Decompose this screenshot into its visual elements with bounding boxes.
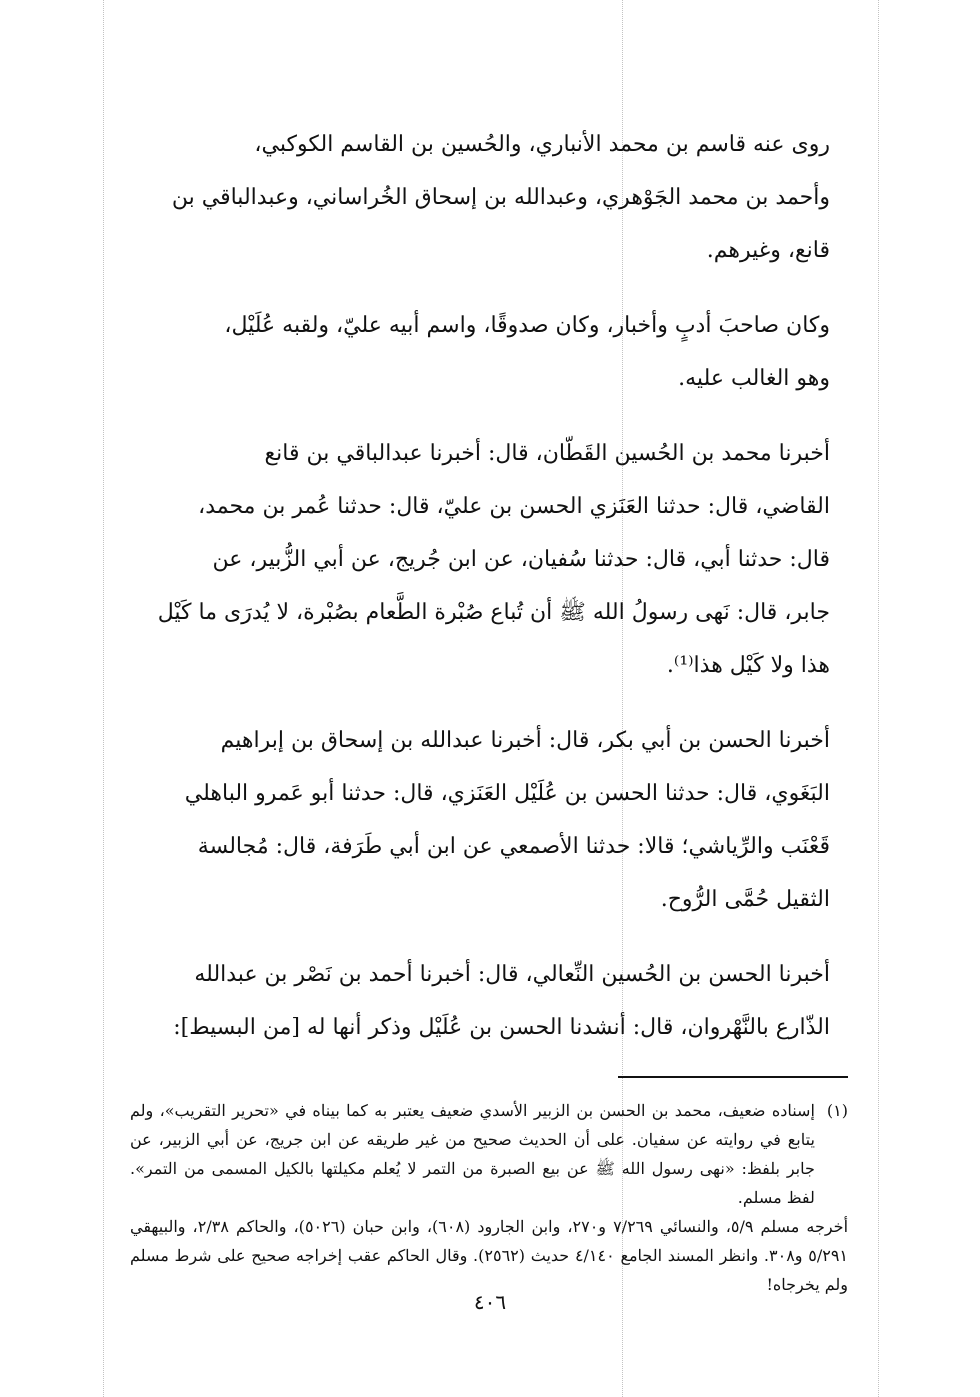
text-line: قانع، وغيرهم. bbox=[706, 238, 830, 263]
text-line: القاضي، قال: حدثنا العَنَزي الحسن بن عليّ، قال: حدثنا عُمر بن محمد، bbox=[198, 494, 830, 519]
text-line: جابر، قال: نَهى رسولُ الله ﷺ أن تُباع صُبْرة الطَّعام بصُبْرة، لا يُدرَى ما كَيْل bbox=[157, 600, 830, 625]
footnote bbox=[130, 1096, 848, 1299]
text-line: الثقيل حُمَّى الرُّوح. bbox=[660, 887, 830, 912]
scan-artifact-line bbox=[878, 0, 879, 1397]
text-line: البَغَوي، قال: حدثنا الحسن بن عُلَيْل العَنَزي، قال: حدثنا أبو عَمرو الباهلي bbox=[184, 781, 830, 806]
paragraph-4 bbox=[130, 714, 848, 926]
footnote-sources: أخرجه مسلم ٥/٩، والنسائي ٧/٢٦٩ و٢٧٠، وابن الجارود (٦٠٨)، وابن حبان (٥٠٢٦)، والحاكم ٢/٣٨، والبيهقي ٥/٢٩١ و٣٠٨. وانظر المسند الجامع ٤/١٤٠ حديث (٢٥٦٢). وقال الحاكم عقب إخراجه صحيح على شرط مسلم ولم يخرجاه! bbox=[130, 1217, 849, 1294]
text-line: قَعْنَب والرِّياشي؛ قالا: حدثنا الأصمعي عن ابن أبي طَرَفة، قال: مُجالسة bbox=[197, 834, 830, 859]
footnote-text: إسناده ضعيف، محمد بن الحسن بن الزبير الأسدي ضعيف يعتبر به كما بيناه في «تحرير التقريب»، ولم يتابع في روايته عن سفيان. على أن الحديث صحيح من غير طريقه عن ابن جريج، عن أبي الزبير، عن جابر بلفظ: «نهى رسول الله ﷺ عن بيع الصبرة من التمر لا يُعلم مكيلتها بالكيل المسمى من التمر». لفظ مسلم. bbox=[130, 1101, 815, 1207]
paragraph-5 bbox=[130, 948, 848, 1054]
paragraph-1 bbox=[130, 118, 848, 277]
text-line: أخبرنا محمد بن الحُسين القَطّان، قال: أخبرنا عبدالباقي بن قانع bbox=[264, 441, 830, 466]
page-number: ٤٠٦ bbox=[473, 1290, 507, 1314]
text-line: روى عنه قاسم بن محمد الأنباري، والحُسين بن القاسم الكوكبي، bbox=[254, 132, 830, 157]
text-line: أخبرنا الحسن بن الحُسين النِّعالي، قال: أخبرنا أحمد بن نَصْر بن عبدالله bbox=[194, 962, 830, 987]
footnote-divider bbox=[618, 1076, 848, 1078]
text-line: الذّارع بالنَّهْروان، قال: أنشدنا الحسن بن عُلَيْل وذكر أنها له [من البسيط]: bbox=[173, 1015, 830, 1040]
paragraph-3 bbox=[130, 427, 848, 692]
paragraph-2 bbox=[130, 299, 848, 405]
footnote-number: (١) bbox=[826, 1101, 848, 1120]
page-body bbox=[130, 118, 848, 1299]
text-line: وهو الغالب عليه. bbox=[678, 366, 830, 391]
text-line: أخبرنا الحسن بن أبي بكر، قال: أخبرنا عبدالله بن إسحاق بن إبراهيم bbox=[220, 728, 830, 753]
text-line: وكان صاحبَ أدبٍ وأخبار، وكان صدوقًا، واسم أبيه عليّ، ولقبه عُلَيْل، bbox=[224, 313, 830, 338]
text-line: وأحمد بن محمد الجَوْهري، وعبدالله بن إسحاق الخُراساني، وعبدالباقي بن bbox=[171, 185, 830, 210]
scan-artifact-line bbox=[103, 0, 104, 1397]
text-line: قال: حدثنا أبي، قال: حدثنا سُفيان، عن ابن جُريج، عن أبي الزُّبير، عن bbox=[212, 547, 830, 572]
text-line: هذا ولا كَيْل هذا⁽¹⁾. bbox=[666, 653, 830, 678]
